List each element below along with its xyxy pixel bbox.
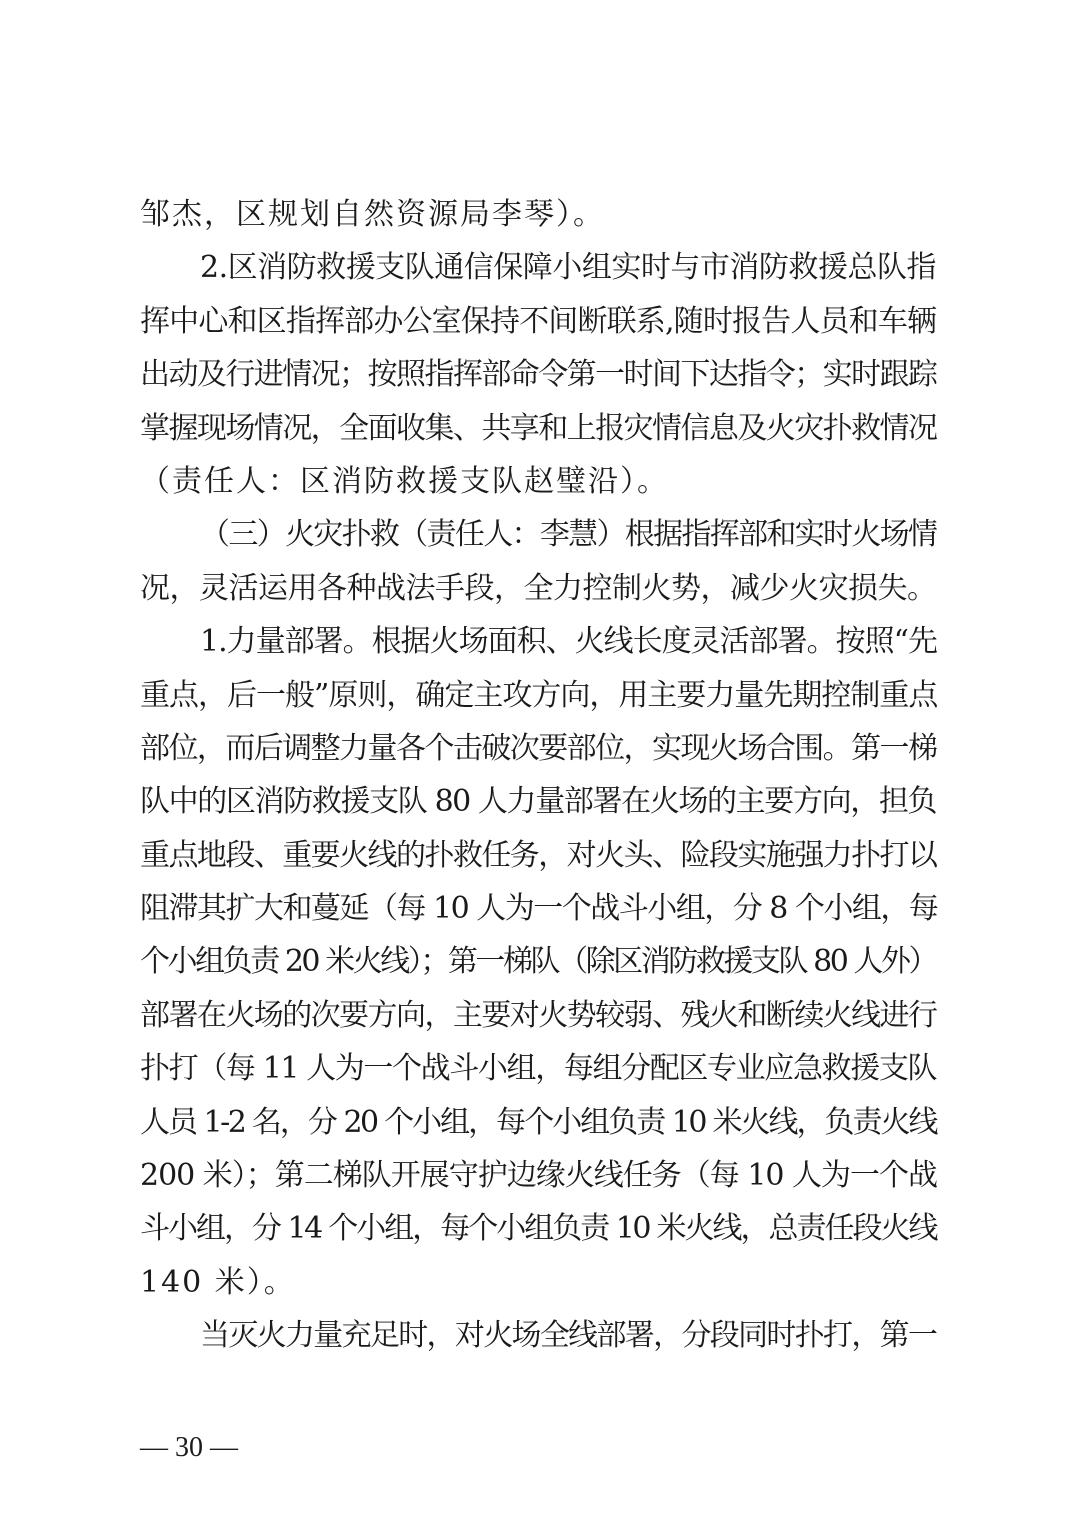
text-line: 个小组负责 20 米火线）；第一梯队（除区消防救援支队 80 人外） [140, 944, 936, 980]
text-line: 2.区消防救援支队通信保障小组实时与市消防救援总队指 [200, 250, 936, 286]
text-line: 挥中心和区指挥部办公室保持不间断联系,随时报告人员和车辆 [140, 303, 936, 339]
text-line: 部位，而后调整力量各个击破次要部位，实现火场合围。第一梯 [140, 730, 936, 766]
text-line: 况，灵活运用各种战法手段，全力控制火势，减少火灾损失。 [140, 570, 937, 606]
text-line: 当灭火力量充足时，对火场全线部署，分段同时扑打，第一 [200, 1318, 936, 1354]
text-line: 重点，后一般”原则，确定主攻方向，用主要力量先期控制重点 [140, 677, 938, 713]
text-line: 出动及行进情况；按照指挥部命令第一时间下达指令；实时跟踪 [140, 357, 936, 393]
text-line: 掌握现场情况，全面收集、共享和上报灾情信息及火灾扑救情况 [140, 410, 936, 446]
text-line: 人员 1-2 名，分 20 个小组，每个小组负责 10 米火线，负责火线 [140, 1104, 936, 1140]
text-line: （三）火灾扑救（责任人：李慧）根据指挥部和实时火场情 [200, 517, 936, 553]
body-text [140, 188, 936, 1363]
text-line: （责任人：区消防救援支队赵璧沿）。 [140, 463, 669, 499]
text-line: 重点地段、重要火线的扑救任务，对火头、险段实施强力扑打以 [140, 837, 936, 873]
text-line: 扑打（每 11 人为一个战斗小组，每组分配区专业应急救援支队 [140, 1051, 936, 1087]
text-line: 阻滞其扩大和蔓延（每 10 人为一个战斗小组，分 8 个小组，每 [140, 891, 938, 927]
text-line: 1.力量部署。根据火场面积、火线长度灵活部署。按照“先 [200, 624, 937, 660]
text-line: 队中的区消防救援支队 80 人力量部署在火场的主要方向，担负 [140, 784, 936, 820]
text-line: 斗小组，分 14 个小组，每个小组负责 10 米火线，总责任段火线 [140, 1211, 936, 1247]
text-line: 200 米）；第二梯队开展守护边缘火线任务（每 10 人为一个战 [140, 1158, 938, 1194]
page-number: — 30 — [140, 1432, 238, 1463]
text-line: 邹杰，区规划自然资源局李琴）。 [140, 197, 605, 232]
text-line: 部署在火场的次要方向，主要对火势较弱、残火和断续火线进行 [140, 997, 936, 1033]
text-line: 140 米）。 [140, 1264, 296, 1300]
